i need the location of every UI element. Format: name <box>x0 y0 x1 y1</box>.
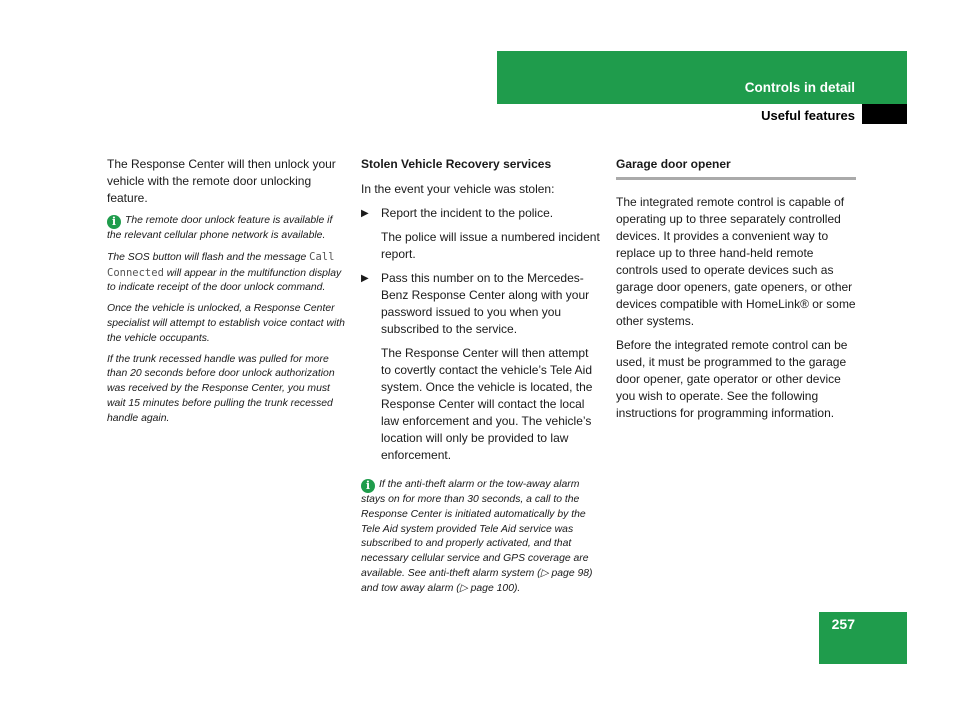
list-item <box>361 270 601 338</box>
header-tab-marker <box>862 104 907 124</box>
paragraph: The Response Center will then attempt to covertly contact the vehicle’s Tele Aid system. Once the vehicle is located, the Response Center will contact the local law enforcement and you. The vehicle’s location will only be provided to law enforcement. <box>381 346 593 462</box>
info-icon: i <box>361 479 375 493</box>
list-item-text: Report the incident to the police. <box>381 206 554 220</box>
info-icon: i <box>107 215 121 229</box>
note-paragraph: If the trunk recessed handle was pulled for more than 20 seconds before door unlock authorization was received by the Response Center, you must wait 15 minutes before pulling the trunk recessed handle again. <box>107 353 335 424</box>
column-right <box>616 156 856 429</box>
paragraph: The Response Center will then unlock your vehicle with the remote door unlocking feature. <box>107 157 336 205</box>
display-message: Call Connected <box>107 250 335 279</box>
heading-stolen-vehicle: Stolen Vehicle Recovery services <box>361 157 552 171</box>
page-number: 257 <box>831 616 855 632</box>
section-subtitle: Useful features <box>761 108 855 123</box>
section-title: Controls in detail <box>744 80 855 95</box>
list-item <box>361 205 601 222</box>
paragraph: The police will issue a numbered incident report. <box>381 230 600 261</box>
header-bar <box>497 51 907 104</box>
note-text: will appear in the multifunction display to indicate receipt of the door unlock command. <box>107 267 342 294</box>
list-item-text: Pass this number on to the Mercedes-Benz Response Center along with your password issued to you when you subscribed to the service. <box>381 271 590 336</box>
column-middle <box>361 156 601 603</box>
note-paragraph: Once the vehicle is unlocked, a Response Center specialist will attempt to establish voice contact with the vehicle occupants. <box>107 303 345 344</box>
note-paragraph <box>107 250 347 296</box>
paragraph: The integrated remote control is capable of operating up to three separately controlled devices. It provides a convenient way to replace up to three hand-held remote controls used to operate devices such as garage door openers, gate openers, or other devices compatible with HomeLink® or some other systems. <box>616 195 856 328</box>
note-text: If the anti-theft alarm or the tow-away alarm stays on for more than 30 seconds, a call to the Response Center is initiated automatically by the Tele Aid system provided Tele Aid service was subscribed to and properly activated, and that necessary cellular service and GPS coverage are available. See anti-theft alarm system (▷ page 98) and tow away alarm (▷ page 100). <box>361 479 593 594</box>
heading-garage-door-opener: Garage door opener <box>616 156 856 180</box>
triangle-bullet-icon: ▶ <box>361 208 369 219</box>
column-left <box>107 156 347 433</box>
triangle-bullet-icon: ▶ <box>361 273 369 284</box>
note-text: The remote door unlock feature is available if the relevant cellular phone network is available. <box>107 215 333 241</box>
info-note <box>107 214 347 244</box>
paragraph: In the event your vehicle was stolen: <box>361 182 555 196</box>
info-note <box>361 478 601 597</box>
paragraph: Before the integrated remote control can be used, it must be programmed to the garage door opener, gate operator or other device you wish to operate. See the following instructions for programming information. <box>616 338 848 420</box>
note-text: The SOS button will flash and the message <box>107 251 310 263</box>
